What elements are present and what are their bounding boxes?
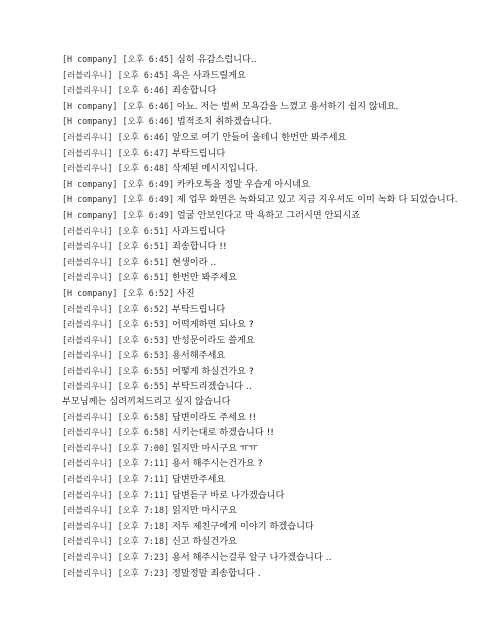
sender-timestamp: [H company] [오후 6:49] [62,194,174,205]
message-text: 아뇨. 저는 벌써 모욕감을 느꼈고 용서하기 쉽지 않네요. [176,100,399,112]
message-text: 어떻게 하실건가요 ? [171,365,254,377]
chat-line [62,83,482,99]
sender-timestamp: [러블리우니] [오후 6:53] [62,319,170,330]
sender-timestamp: [러블리우니] [오후 7:11] [62,474,170,485]
chat-line [62,364,482,380]
sender-timestamp: [러블리우니] [오후 6:47] [62,147,170,158]
message-text: 정말정말 죄송합니다 . [171,567,261,579]
sender-timestamp: [러블리우니] [오후 7:23] [62,552,170,562]
sender-timestamp: [러블리우니] [오후 6:58] [62,427,170,438]
sender-timestamp: [러블리우니] [오후 7:11] [62,489,170,500]
chat-line [62,395,482,410]
chat-line [62,425,482,441]
sender-timestamp: [러블리우니] [오후 6:51] [62,256,170,267]
chat-line [62,566,482,582]
sender-timestamp: [러블리우니] [오후 6:55] [62,381,170,392]
message-text: 욕은 사과드릴게요 [171,69,246,81]
chat-line [62,239,482,255]
message-text: 죄송합니다 !! [171,241,227,253]
sender-timestamp: [러블리우니] [오후 7:18] [62,505,170,516]
chat-line [62,488,482,504]
sender-timestamp: [러블리우니] [오후 6:45] [62,69,170,80]
message-text: 답변이라도 주세요 !! [171,411,257,423]
message-text: 법적조치 취하겠습니다. [176,116,272,128]
message-text: 부탁드립니다 [171,147,226,159]
message-text: 부탁드립니다 [171,303,226,315]
sender-timestamp: [H company] [오후 6:52] [62,287,174,298]
sender-timestamp: [H company] [오후 6:45] [62,54,174,64]
message-text: 죄송합니다 [171,85,217,97]
chat-line [62,550,482,566]
sender-timestamp: [러블리우니] [오후 6:51] [62,241,170,252]
chat-line [62,410,482,426]
sender-timestamp: [러블리우니] [오후 6:58] [62,411,170,422]
sender-timestamp: [러블리우니] [오후 6:52] [62,303,170,314]
chat-line [62,114,482,130]
sender-timestamp: [H company] [오후 6:49] [62,209,174,220]
message-text: 카카오톡을 정말 우습게 아시네요 [176,178,310,190]
chat-line [62,441,482,457]
sender-timestamp: [러블리우니] [오후 6:55] [62,365,170,376]
chat-line [62,348,482,364]
chat-line [62,208,482,224]
message-text: 부모님께는 심려끼쳐드리고 싶지 않습니다 [62,396,231,408]
sender-timestamp: [러블리우니] [오후 7:23] [62,567,170,578]
chat-line [62,161,482,177]
sender-timestamp: [러블리우니] [오후 6:48] [62,163,170,174]
sender-timestamp: [러블리우니] [오후 7:18] [62,520,170,531]
sender-timestamp: [러블리우니] [오후 7:00] [62,442,170,453]
message-text: 답변듣구 바로 나가겠습니다 [171,489,285,501]
message-text: 저두 제친구에게 이야기 하겠습니다 [171,520,314,532]
message-text: 용서 해주시는건가요 ? [171,458,263,470]
chat-line [62,146,482,162]
chat-line [62,255,482,271]
message-text: 앞으로 여기 안들어 올테니 한번만 봐주세요 [171,131,347,143]
chat-line [62,270,482,286]
sender-timestamp: [러블리우니] [오후 6:51] [62,225,170,236]
sender-timestamp: [러블리우니] [오후 6:46] [62,131,170,142]
chat-line [62,317,482,333]
chat-line [62,99,482,115]
message-text: 어떡게하면 되나요 ? [171,319,254,331]
chat-line [62,52,482,68]
sender-timestamp: [러블리우니] [오후 7:11] [62,458,170,469]
message-text: 한번만 봐주세요 [171,272,238,284]
chat-line [62,503,482,519]
chat-line [62,534,482,550]
sender-timestamp: [H company] [오후 6:46] [62,100,174,111]
chat-line [62,286,482,302]
message-text: 심히 유감스럽니다.. [176,54,257,65]
sender-timestamp: [러블리우니] [오후 6:53] [62,350,170,361]
sender-timestamp: [러블리우니] [오후 7:18] [62,536,170,547]
chat-line [62,519,482,535]
message-text: 용서해주세요 [171,350,226,362]
sender-timestamp: [러블리우니] [오후 6:51] [62,272,170,283]
chat-line [62,192,462,208]
chat-line [62,379,482,395]
sender-timestamp: [러블리우니] [오후 6:53] [62,334,170,345]
message-text: 사진 [176,287,195,299]
message-text: 부탁드리겠습니다 .. [171,381,252,393]
chat-line [62,177,482,193]
chat-line [62,224,482,240]
chat-line [62,472,482,488]
chat-line [62,68,482,84]
chat-log [62,52,482,581]
message-text: 읽지만 마시구요 [171,505,238,517]
message-text: 삭제된 메시지입니다. [171,163,258,175]
message-text: 답변만주세요 [171,474,226,486]
message-text: 용서 해주시는걸루 알구 나가겠습니다 .. [171,552,332,563]
sender-timestamp: [H company] [오후 6:49] [62,178,174,189]
sender-timestamp: [러블리우니] [오후 6:46] [62,85,170,96]
chat-line [62,456,482,472]
message-text: 읽지만 마시구요 ㅠㅠ [171,442,258,454]
sender-timestamp: [H company] [오후 6:46] [62,116,174,127]
chat-line [62,333,482,349]
message-text: 사과드립니다 [171,225,226,237]
message-text: 현생이라 .. [171,256,217,268]
message-text: 얼굴 안보인다고 막 욕하고 그러시면 안되시죠 [176,209,361,221]
chat-line [62,302,482,318]
chat-line [62,130,482,146]
message-text: 제 업무 화면은 녹화되고 있고 지금 지우셔도 이미 녹화 다 되었습니다. [176,194,458,206]
message-text: 시키는대로 하겠습니다 !! [171,427,274,439]
message-text: 반성문이라도 쓸게요 [171,334,255,346]
message-text: 신고 하실건가요 [171,536,238,548]
